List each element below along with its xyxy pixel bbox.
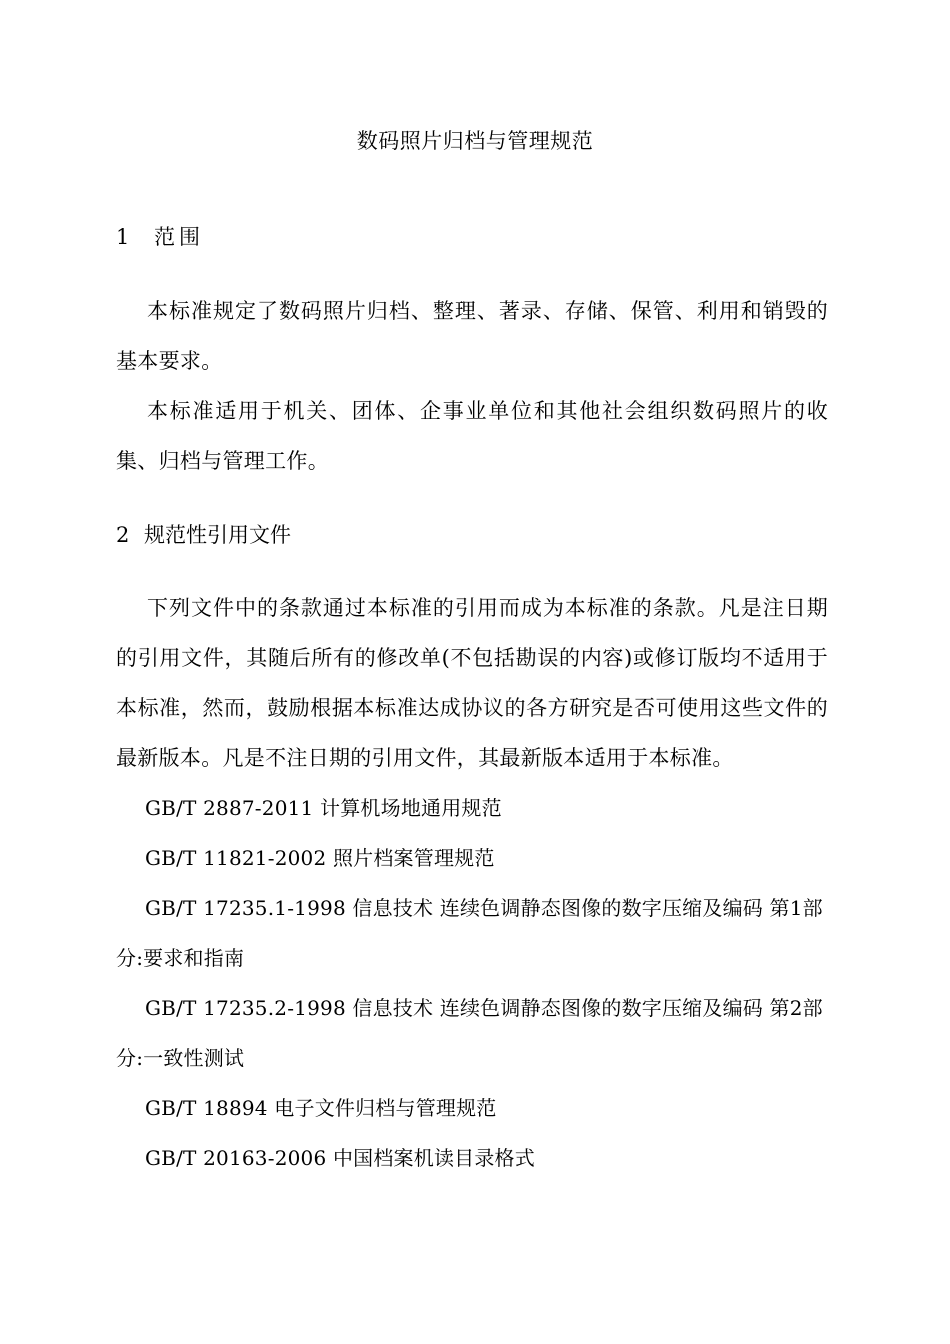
section-number: 1	[116, 225, 130, 249]
section-title: 范围	[154, 225, 204, 249]
section-heading-scope	[116, 222, 204, 252]
references-intro-paragraph: 下列文件中的条款通过本标准的引用而成为本标准的条款。凡是注日期的引用文件，其随后所有的修改单(不包括勘误的内容)或修订版均不适用于本标准，然而，鼓励根据本标准达成协议的各方研究是否可使用这些文件的最新版本。凡是不注日期的引用文件，其最新版本适用于本标准。	[116, 596, 828, 770]
scope-paragraph-1: 本标准规定了数码照片归档、整理、著录、存储、保管、利用和销毁的基本要求。	[116, 299, 828, 373]
document-title: 数码照片归档与管理规范	[356, 129, 594, 153]
reference-item: GB/T 17235.1-1998 信息技术 连续色调静态图像的数字压缩及编码 第1部分:要求和指南	[116, 896, 823, 970]
section-title: 规范性引用文件	[144, 523, 291, 547]
reference-item: GB/T 2887-2011 计算机场地通用规范	[145, 796, 502, 820]
section-number: 2	[116, 523, 130, 547]
section-heading-normative-references	[116, 520, 291, 550]
reference-item: GB/T 20163-2006 中国档案机读目录格式	[145, 1146, 535, 1170]
reference-item: GB/T 17235.2-1998 信息技术 连续色调静态图像的数字压缩及编码 第2部分:一致性测试	[116, 996, 823, 1070]
reference-item: GB/T 18894 电子文件归档与管理规范	[145, 1096, 497, 1120]
scope-paragraph-2: 本标准适用于机关、团体、企事业单位和其他社会组织数码照片的收集、归档与管理工作。	[116, 399, 828, 473]
reference-item: GB/T 11821-2002 照片档案管理规范	[145, 846, 495, 870]
